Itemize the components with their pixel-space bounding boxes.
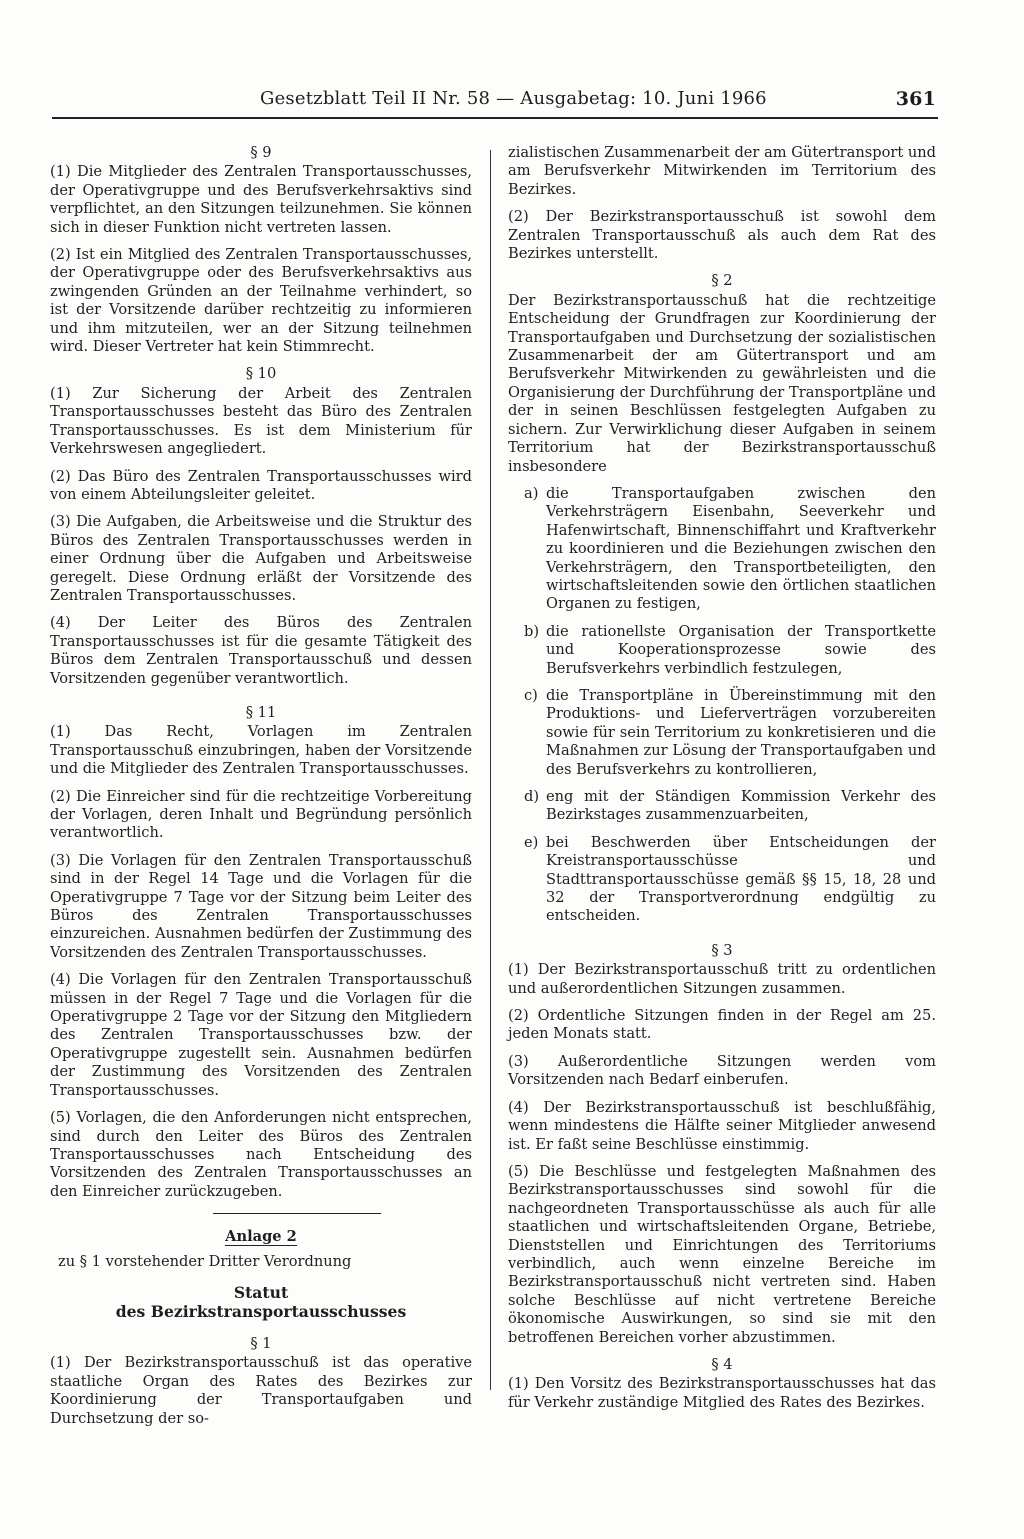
- right-column: [508, 144, 936, 1421]
- list-item: [508, 834, 936, 926]
- paragraph: Der Bezirkstransportausschuß hat die rechtzeitige Entscheidung der Grundfragen zur Koordinierung der Transportaufgaben und Durchsetzung der sozialistischen Zusammenarbeit der am Gütertransport und am Berufsverkehr Mitwirkenden zu gewährleisten und die Organisierung der Durchführung der Transportpläne und der in seinen Beschlüssen festgelegten Aufgaben zu sichern. Zur Verwirklichung dieser Aufgaben in seinem Territorium hat der Bezirkstransportausschuß insbesondere: [508, 291, 936, 475]
- paragraph: (1) Der Bezirkstransportausschuß ist das operative staatliche Organ des Rates des Bezirkes zur Koordinierung der Transportaufgaben und Durchsetzung der so-: [50, 1354, 472, 1427]
- list-item-label: e): [524, 833, 539, 851]
- header-rule: [52, 117, 938, 119]
- paragraph: (5) Vorlagen, die den Anforderungen nicht entsprechen, sind durch den Leiter des Büros des Zentralen Transportausschusses nach Entscheidung des Vorsitzenden des Zentralen Transportausschusses an den Einreicher zurückzugeben.: [50, 1109, 472, 1200]
- paragraph: (2) Die Einreicher sind für die rechtzeitige Vorbereitung der Vorlagen, deren Inhalt und Begründung persönlich verantwortlich.: [50, 787, 472, 842]
- paragraph: zialistischen Zusammenarbeit der am Gütertransport und am Berufsverkehr Mitwirkenden im Territorium des Bezirkes.: [508, 144, 936, 198]
- paragraph: (1) Zur Sicherung der Arbeit des Zentralen Transportausschusses besteht das Büro des Zentralen Transportausschusses. Es ist dem Ministerium für Verkehrswesen angegliedert.: [50, 384, 472, 458]
- paragraph: (1) Der Bezirkstransportausschuß tritt zu ordentlichen und außerordentlichen Sitzungen zusammen.: [508, 961, 936, 997]
- paragraph: (2) Ist ein Mitglied des Zentralen Transportausschusses, der Operativgruppe oder des Berufsverkehrsaktivs aus zwingenden Gründen an der Teilnahme verhindert, so ist der Vorsitzende darüber rechtzeitig zu informieren und ihm mitzuteilen, wer an der Sitzung teilnehmen wird. Dieser Vertreter hat kein Stimmrecht.: [50, 246, 472, 356]
- list-item: [508, 623, 936, 678]
- list-item-text: die Transportpläne in Übereinstimmung mit den Produktions- und Lieferverträgen vorzubereiten sowie für sein Territorium zu konkretisieren und die Maßnahmen zur Lösung der Transportaufgaben und des Berufsverkehrs zu kontrollieren,: [546, 686, 936, 778]
- section-rule: [213, 1213, 381, 1214]
- page-number: 361: [895, 88, 936, 110]
- column-divider: [490, 150, 491, 1390]
- paragraph: (3) Die Vorlagen für den Zentralen Transportausschuß sind in der Regel 14 Tage und die Vorlagen für die Operativgruppe 7 Tage vor der Sitzung beim Leiter des Büros des Zentralen Transportausschusses einzureichen. Ausnahmen bedürfen der Zustimmung des Vorsitzenden des Zentralen Transportausschusses.: [50, 851, 472, 961]
- paragraph: (4) Der Bezirkstransportausschuß ist beschlußfähig, wenn mindestens die Hälfte seiner Mitglieder anwesend ist. Er faßt seine Beschlüsse einstimmig.: [508, 1098, 936, 1153]
- gazette-header-title: Gesetzblatt Teil II Nr. 58 — Ausgabetag: 10. Juni 1966: [260, 88, 767, 109]
- list-item-label: c): [524, 686, 538, 704]
- section-heading-1: § 1: [250, 1334, 272, 1352]
- list-item-text: die rationellste Organisation der Transportkette und Kooperationsprozesse sowie des Berufsverkehrs verbindlich festzulegen,: [546, 622, 936, 677]
- statute-title-line-1: Statut: [233, 1282, 289, 1302]
- paragraph: (1) Das Recht, Vorlagen im Zentralen Transportausschuß einzubringen, haben der Vorsitzende und die Mitglieder des Zentralen Transportausschusses.: [50, 723, 472, 778]
- paragraph: (1) Den Vorsitz des Bezirkstransportausschusses hat das für Verkehr zuständige Mitglied des Rates des Bezirkes.: [508, 1375, 936, 1411]
- paragraph: (4) Die Vorlagen für den Zentralen Transportausschuß müssen in der Regel 7 Tage und die Vorlagen für die Operativgruppe 2 Tage vor der Sitzung den Mitgliedern des Zentralen Transportausschusses bzw. der Operativgruppe zugestellt sein. Ausnahmen bedürfen der Zustimmung des Vorsitzenden des Zentralen Transportausschusses.: [50, 971, 472, 1099]
- list-item-label: b): [524, 622, 540, 640]
- list-item-text: eng mit der Ständigen Kommission Verkehr des Bezirkstages zusammenzuarbeiten,: [546, 788, 936, 824]
- paragraph: (2) Der Bezirkstransportausschuß ist sowohl dem Zentralen Transportausschuß als auch dem Rat des Bezirkes unterstellt.: [508, 208, 936, 263]
- paragraph: (4) Der Leiter des Büros des Zentralen Transportausschusses ist für die gesamte Tätigkeit des Büros dem Zentralen Transportausschuß und dessen Vorsitzenden gegenüber verantwortlich.: [50, 614, 472, 687]
- statute-title-line-2: des Bezirkstransportausschusses: [115, 1301, 407, 1321]
- section-heading-4: § 4: [711, 1355, 733, 1373]
- page-header: [52, 86, 936, 116]
- paragraph: (5) Die Beschlüsse und festgelegten Maßnahmen des Bezirkstransportausschusses sind sowohl für die nachgeordneten Transportausschüsse als auch für alle staatlichen und wirtschaftsleitenden Organe, Betriebe, Dienststellen und Einrichtungen des Territoriums verbindlich, auch wenn einzelne Bereiche im Bezirkstransportausschuß nicht vertreten sind. Haben solche Beschlüsse auf nicht vertretene Bereiche ökonomische Auswirkungen, so sind sie mit den betroffenen Bereichen vorher abzustimmen.: [508, 1162, 936, 1346]
- section-heading-9: § 9: [250, 144, 272, 161]
- list-item: [508, 788, 936, 825]
- paragraph: (3) Die Aufgaben, die Arbeitsweise und die Struktur des Büros des Zentralen Transportausschusses werden in einer Ordnung über die Aufgaben und Arbeitsweise geregelt. Diese Ordnung erläßt der Vorsitzende des Zentralen Transportausschusses.: [50, 513, 472, 604]
- list-item-label: a): [524, 484, 539, 502]
- list-item-label: d): [524, 788, 540, 805]
- list-item-text: bei Beschwerden über Entscheidungen der Kreistransportausschüsse und Stadttransportausschüsse gemäß §§ 15, 18, 28 und 32 der Transportverordnung endgültig zu entscheiden.: [546, 833, 936, 925]
- section-heading-3: § 3: [711, 941, 733, 959]
- list-item: [508, 485, 936, 614]
- list-item: [508, 687, 936, 779]
- section-heading-10: § 10: [245, 365, 277, 383]
- paragraph: (2) Das Büro des Zentralen Transportausschusses wird von einem Abteilungsleiter geleitet.: [50, 467, 472, 503]
- section-heading-11: § 11: [245, 703, 277, 721]
- paragraph: (2) Ordentliche Sitzungen finden in der Regel am 25. jeden Monats statt.: [508, 1007, 936, 1043]
- list-item-text: die Transportaufgaben zwischen den Verkehrsträgern Eisenbahn, Seeverkehr und Hafenwirtschaft, Binnenschiffahrt und Kraftverkehr zu koordinieren und die Beziehungen zwischen den Verkehrsträgern, den Transportbeteiligten, den wirtschaftsleitenden sowie den örtlichen staatlichen Organen zu festigen,: [546, 484, 936, 613]
- statute-title: [50, 1283, 472, 1321]
- anlage-title: Anlage 2: [225, 1228, 297, 1246]
- paragraph: (1) Die Mitglieder des Zentralen Transportausschusses, der Operativgruppe und des Berufsverkehrsaktivs sind verpflichtet, an den Sitzungen teilzunehmen. Sie können sich in dieser Funktion nicht vertreten lassen.: [50, 163, 472, 236]
- section-heading-2: § 2: [711, 272, 733, 290]
- left-column: [50, 144, 472, 1437]
- paragraph: (3) Außerordentliche Sitzungen werden vom Vorsitzenden nach Bedarf einberufen.: [508, 1052, 936, 1089]
- anlage-subtitle: zu § 1 vorstehender Dritter Verordnung: [58, 1252, 352, 1270]
